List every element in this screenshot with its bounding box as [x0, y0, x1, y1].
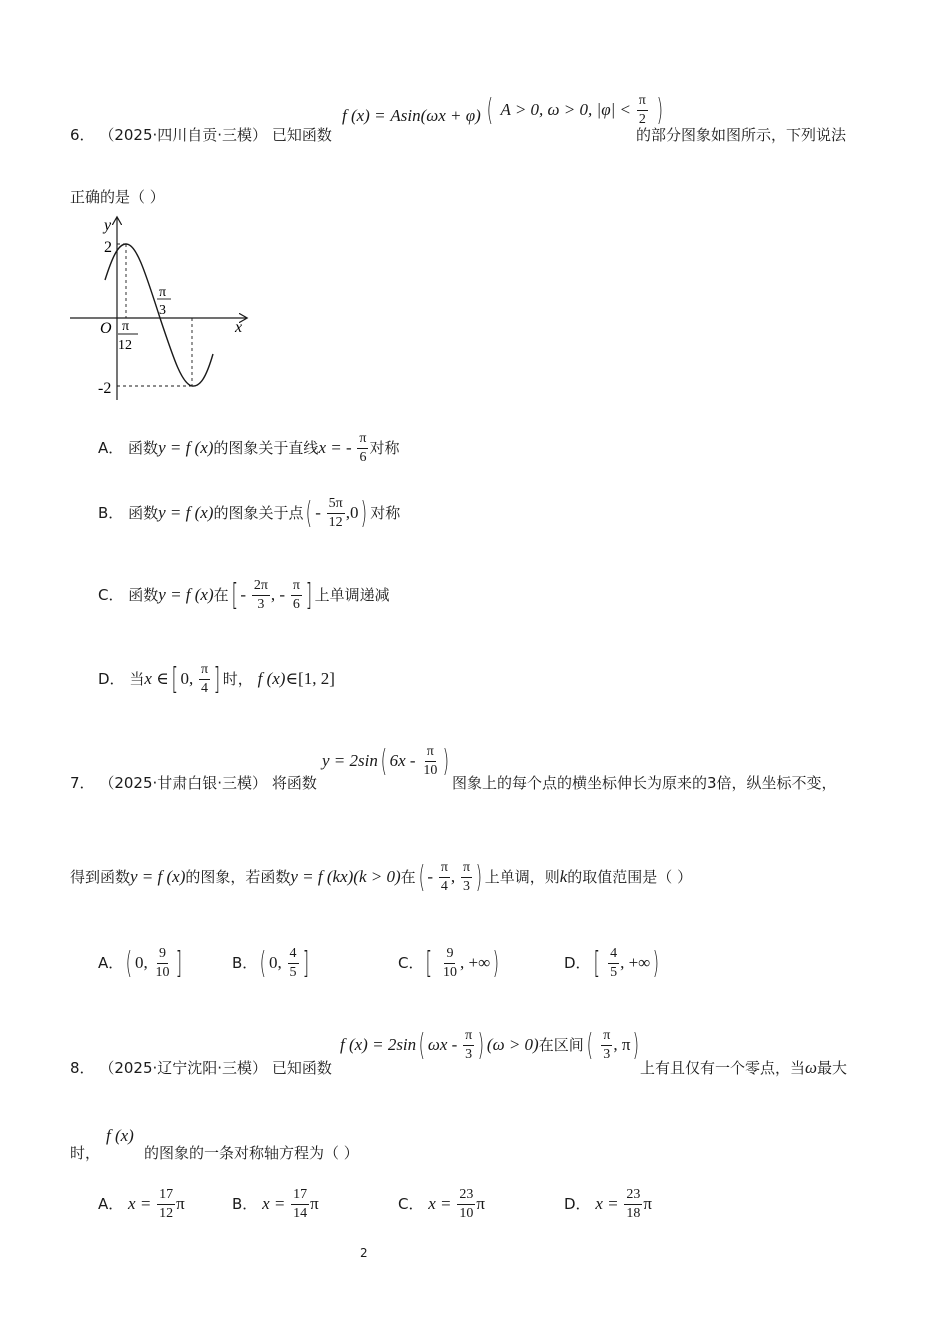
q8-optC-label: C．: [398, 1195, 424, 1213]
q7-option-b[interactable]: B．( 0, $\frac{4}{5}$ ]: [232, 946, 309, 981]
q8-option-c[interactable]: [398, 1188, 485, 1221]
q7-iv-num1: π: [439, 861, 450, 878]
q6-optB-den: 12: [328, 515, 343, 530]
q6-source: （2025·四川自贡·三模）: [99, 126, 268, 144]
q7-optB-left: 0,: [269, 953, 282, 972]
xmark2-num: π: [159, 285, 167, 300]
q6-optC-sep: , -: [270, 585, 286, 604]
q6-stem-line2: 正确的是（ ）: [70, 188, 165, 206]
q8-option-a[interactable]: [98, 1188, 185, 1221]
q6-optD-range: [1, 2]: [298, 669, 335, 688]
q8-optC-num: 23: [457, 1188, 475, 1205]
q7-optD-num: 4: [608, 947, 619, 964]
q7-optA-num: 9: [157, 947, 168, 964]
q7-in: 在: [400, 868, 416, 886]
q6-stem-after: 的部分图象如图所示，下列说法: [636, 126, 847, 144]
q7-optD-label: D．: [564, 954, 591, 972]
xmark1-den: 12: [118, 338, 132, 353]
q7-option-a[interactable]: A．( 0, $\frac{9}{10}$ ]: [98, 946, 182, 981]
q6-option-a[interactable]: [98, 432, 400, 465]
q8-after: 上有且仅有一个零点，当: [640, 1059, 806, 1077]
q8-func: f (x) = 2sin: [340, 1035, 417, 1054]
q8-iv-num: π: [601, 1029, 612, 1046]
q8-optC-pi: π: [476, 1194, 485, 1213]
q7-num: π: [425, 745, 436, 762]
q8-expr-text: f (x): [106, 1126, 134, 1145]
q8-optA-pi: π: [176, 1194, 185, 1213]
q6-stem-line1: [70, 124, 332, 145]
q6-optA-num: π: [357, 432, 368, 449]
q6-optC-mid: 在: [213, 586, 229, 604]
q8-den: 3: [465, 1047, 473, 1062]
q8-stem-line1: [70, 1057, 332, 1078]
page-number: 2: [360, 1246, 368, 1260]
q7-option-d[interactable]: D．[ $\frac{4}{5}$ , +∞): [564, 946, 660, 981]
q6-optA-xeq: x = -: [318, 438, 352, 457]
q8-omega: ω: [805, 1058, 818, 1077]
q6-optB-tail: ,0: [345, 503, 359, 522]
q6-optB-pre: 函数: [128, 504, 159, 522]
q7-optA-den: 10: [155, 965, 170, 980]
q7-iv-minus: -: [427, 867, 434, 886]
q8-line2-post: 的图象的一条对称轴方程为（ ）: [144, 1144, 359, 1162]
q6-optB-expr: y = f (x): [158, 503, 214, 522]
q6-func-rhs: Asin(ωx + φ): [390, 106, 481, 125]
q8-stem-after: [640, 1057, 847, 1078]
q7-number: 7．: [70, 774, 95, 792]
q6-optC-den2: 6: [292, 597, 300, 612]
q6-optD-pre: 当: [129, 670, 145, 688]
q6-optB-mid: 的图象关于点: [213, 504, 304, 522]
q8-lead: 已知函数: [271, 1059, 332, 1077]
q6-function-expression: [342, 106, 481, 126]
q6-optB-num: 5π: [327, 497, 345, 514]
q6-cond-den: 2: [638, 112, 646, 127]
q6-optD-cond: x ∈: [144, 669, 169, 688]
q8-optB-num: 17: [291, 1188, 309, 1205]
q8-expr: [106, 1126, 134, 1146]
q6-optD-mid: 时，: [222, 670, 253, 688]
q7-function-expression: y = 2sin( 6x - $\frac{\pi}{10}$ ): [322, 744, 450, 779]
q6-optC-num1: 2π: [252, 579, 270, 596]
q7-expr2: y = f (kx)(k > 0): [290, 867, 401, 886]
q7-optC-label: C．: [398, 954, 424, 972]
q7-den: 10: [423, 763, 438, 778]
q6-optD-num: π: [199, 663, 210, 680]
q7-iv-num2: π: [461, 861, 472, 878]
q7-source: （2025·甘肃白银·三模）: [99, 774, 268, 792]
q8-optD-pi: π: [643, 1194, 652, 1213]
q6-option-d[interactable]: D． 当x ∈[ 0, $\frac{\pi}{4}$ ] 时， f (x)∈[1, 2]: [98, 662, 335, 697]
q7-option-c[interactable]: C．[ $\frac{9}{10}$ , +∞): [398, 946, 500, 981]
q6-cond-num: π: [637, 94, 648, 111]
q7-optB-label: B．: [232, 954, 258, 972]
q8-optA-num: 17: [157, 1188, 175, 1205]
q6-optB-label: B．: [98, 504, 124, 522]
q8-optB-label: B．: [232, 1195, 258, 1213]
q6-optD-label: D．: [98, 670, 125, 688]
q7-line2-post: 上单调，则: [484, 868, 560, 886]
y-axis-label: y: [104, 217, 112, 234]
q6-optB-post: 对称: [370, 504, 401, 522]
q6-lead: 已知函数: [271, 126, 332, 144]
q8-iv-tail: , π: [613, 1035, 631, 1054]
q7-optA-left: 0,: [134, 953, 148, 972]
q7-line2-pre: 得到函数: [70, 868, 131, 886]
q8-source: （2025·辽宁沈阳·三模）: [99, 1059, 268, 1077]
q8-arg: ωx -: [427, 1035, 458, 1054]
q7-optC-right: , +∞: [459, 953, 491, 972]
q8-optA-label: A．: [98, 1195, 124, 1213]
q8-after2: 最大: [817, 1059, 848, 1077]
q8-optA-den: 12: [159, 1206, 174, 1221]
q7-optB-num: 4: [288, 947, 299, 964]
q6-optC-minus: -: [240, 585, 247, 604]
q6-number: 6．: [70, 126, 95, 144]
q6-cond-text: A > 0, ω > 0, |φ| <: [500, 100, 631, 119]
q8-optD-num: 23: [624, 1188, 642, 1205]
q8-optB-pi: π: [310, 1194, 319, 1213]
q6-option-c[interactable]: C． 函数y = f (x)在[ - $\frac{2\pi}{3}$ , - $\frac{\pi}{6}$ ] 上单调递减: [98, 578, 390, 613]
q6-optA-label: A．: [98, 439, 124, 457]
q7-optD-den: 5: [610, 965, 618, 980]
q8-optD-den: 18: [626, 1206, 641, 1221]
q8-optC-den: 10: [459, 1206, 474, 1221]
y-max-label: 2: [104, 239, 112, 256]
q6-function-graph: [60, 210, 260, 410]
xmark2-den: 3: [159, 303, 166, 318]
x-axis-label: x: [235, 319, 243, 336]
q8-line2-pre: 时，: [70, 1144, 101, 1162]
q6-optC-den1: 3: [257, 597, 265, 612]
q8-optB-den: 14: [293, 1206, 308, 1221]
q6-optC-expr: y = f (x): [158, 585, 214, 604]
q8-iv-den: 3: [603, 1047, 611, 1062]
q7-func: y = 2sin: [322, 751, 378, 770]
q7-arg: 6x -: [389, 751, 416, 770]
q7-line2-end: 的取值范围是（ ）: [567, 868, 693, 886]
q7-stem-line2: 得到函数y = f (x)的图象，若函数y = f (kx)(k > 0)在( - $\frac{\pi}{4}$ , $\frac{\pi}{3}$ ) 上单调，则k的取值范围是（ ）: [70, 860, 693, 895]
q8-function-expression: f (x) = 2sin( ωx - $\frac{\pi}{3}$ ) (ω > 0)在区间( $\frac{\pi}{3}$ , π): [340, 1028, 640, 1063]
q6-optD-expr: f (x)∈: [257, 669, 299, 688]
q8-optB-eq: x =: [262, 1194, 286, 1213]
q8-optA-eq: x =: [128, 1194, 152, 1213]
q8-optC-eq: x =: [428, 1194, 452, 1213]
q6-optC-num2: π: [291, 579, 302, 596]
xmark1-num: π: [122, 319, 130, 334]
q8-option-d[interactable]: [564, 1188, 652, 1221]
q7-optB-den: 5: [289, 965, 297, 980]
q6-optA-den: 6: [359, 450, 367, 465]
q6-func-lhs: f (x) =: [342, 106, 386, 125]
q7-lead: 将函数: [271, 774, 317, 792]
q7-optA-label: A．: [98, 954, 124, 972]
q6-optA-post: 对称: [369, 439, 400, 457]
y-min-label: -2: [98, 380, 112, 397]
q6-optB-minus: -: [315, 503, 321, 522]
q6-condition: ( A > 0, ω > 0, |φ| < $\frac{\pi}{2}$ ): [486, 93, 663, 128]
q7-optC-den: 10: [442, 965, 457, 980]
q8-option-b[interactable]: [232, 1188, 319, 1221]
q6-optA-mid: 的图象关于直线: [213, 439, 319, 457]
origin-label: O: [100, 320, 112, 337]
q6-optC-label: C．: [98, 586, 124, 604]
q8-optD-label: D．: [564, 1195, 591, 1213]
q6-option-b[interactable]: B． 函数y = f (x)的图象关于点( - $\frac{5\pi}{12}$ ,0) 对称: [98, 496, 401, 531]
q8-num: π: [463, 1029, 474, 1046]
q7-optD-right: , +∞: [620, 953, 651, 972]
q6-optC-pre: 函数: [128, 586, 159, 604]
q7-iv-den2: 3: [462, 879, 470, 894]
q6-optD-den: 4: [201, 681, 209, 696]
q6-optC-post: 上单调递减: [314, 586, 390, 604]
q7-k: k: [559, 867, 568, 886]
q7-line2-mid: 的图象，若函数: [185, 868, 291, 886]
q8-optD-eq: x =: [595, 1194, 619, 1213]
q6-optD-zero: 0,: [180, 669, 194, 688]
q8-mid: 在区间: [538, 1036, 584, 1054]
q7-iv-den1: 4: [440, 879, 448, 894]
q8-number: 8．: [70, 1059, 95, 1077]
q7-optC-num: 9: [444, 947, 455, 964]
q8-cond: (ω > 0): [486, 1035, 539, 1054]
q7-stem-line1: [70, 772, 317, 793]
q6-optA-pre: 函数: [128, 439, 159, 457]
q7-expr1: y = f (x): [130, 867, 186, 886]
q7-stem-after: 图象上的每个点的横坐标伸长为原来的3倍，纵坐标不变，: [452, 774, 837, 792]
q6-optA-expr: y = f (x): [158, 438, 214, 457]
